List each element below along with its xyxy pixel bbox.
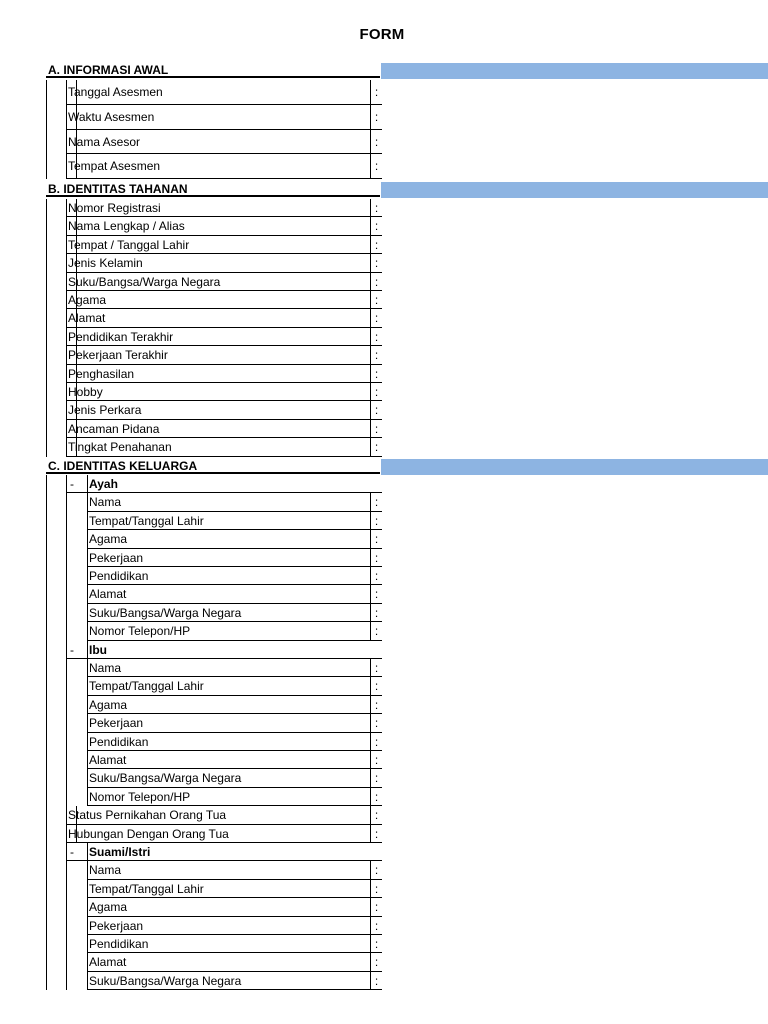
field-label: Alamat xyxy=(89,955,127,970)
colon-cell[interactable]: : xyxy=(370,236,382,253)
colon-cell[interactable]: : xyxy=(370,346,382,363)
colon-cell[interactable]: : xyxy=(370,604,382,621)
table-border xyxy=(46,475,47,990)
colon-cell[interactable]: : xyxy=(370,130,382,153)
colon-cell[interactable]: : xyxy=(370,291,382,308)
section-title: A. INFORMASI AWAL xyxy=(46,62,380,78)
field-label: Penghasilan xyxy=(68,366,135,381)
colon-cell[interactable]: : xyxy=(370,751,382,768)
field-label: Nama xyxy=(89,863,122,878)
page-title: FORM xyxy=(359,26,405,43)
field-row-b xyxy=(66,328,382,346)
field-label: Tempat Asesmen xyxy=(68,159,161,173)
colon-cell[interactable]: : xyxy=(370,622,382,639)
field-label: Tempat/Tanggal Lahir xyxy=(89,881,204,896)
colon-cell[interactable]: : xyxy=(370,935,382,952)
field-label: Agama xyxy=(89,697,128,712)
field-label: Pendidikan xyxy=(89,937,149,951)
field-row-b xyxy=(66,383,382,401)
field-label: Alamat xyxy=(89,587,127,602)
group-heading-row xyxy=(66,641,382,659)
field-row-b xyxy=(66,217,382,235)
field-label: Nama xyxy=(89,661,122,675)
colon-cell[interactable]: : xyxy=(370,549,382,566)
section-bar xyxy=(381,63,768,79)
field-row-c xyxy=(87,953,382,971)
field-row-a xyxy=(66,154,382,179)
field-row-c xyxy=(87,769,382,787)
group-heading: Ayah xyxy=(89,477,118,491)
field-label: Ancaman Pidana xyxy=(68,421,160,436)
field-label: Alamat xyxy=(89,753,127,767)
field-row-b xyxy=(66,438,382,456)
colon-cell[interactable]: : xyxy=(370,825,382,842)
colon-cell[interactable]: : xyxy=(370,659,382,676)
field-row-c xyxy=(87,696,382,714)
table-border xyxy=(66,475,67,990)
field-row-c xyxy=(87,512,382,530)
field-label: Pekerjaan xyxy=(89,550,144,565)
colon-cell[interactable]: : xyxy=(370,80,382,104)
colon-cell[interactable]: : xyxy=(370,365,382,382)
field-row-b xyxy=(66,420,382,438)
colon-cell[interactable]: : xyxy=(370,585,382,602)
field-label: Tempat/Tanggal Lahir xyxy=(89,513,204,528)
field-label: Pendidikan Terakhir xyxy=(68,329,174,344)
colon-cell[interactable]: : xyxy=(370,254,382,271)
field-row-a xyxy=(66,80,382,105)
field-row-c xyxy=(87,604,382,622)
field-label: Agama xyxy=(68,293,107,307)
field-row-c xyxy=(87,530,382,548)
group-heading-row xyxy=(66,475,382,493)
table-border xyxy=(87,475,88,806)
group-heading: Ibu xyxy=(89,642,107,657)
field-label: Nama Lengkap / Alias xyxy=(68,219,185,234)
field-row-c xyxy=(87,935,382,953)
group-heading-row xyxy=(66,843,382,861)
colon-cell[interactable]: : xyxy=(370,309,382,326)
colon-cell[interactable]: : xyxy=(370,154,382,178)
field-row-c xyxy=(87,493,382,511)
section-title: B. IDENTITAS TAHANAN xyxy=(46,181,380,197)
table-border xyxy=(66,80,67,179)
colon-cell[interactable]: : xyxy=(370,328,382,345)
colon-cell[interactable]: : xyxy=(370,105,382,129)
field-row-b xyxy=(66,254,382,272)
field-label: Tingkat Penahanan xyxy=(68,440,172,455)
field-row-b xyxy=(66,346,382,364)
section-header-c xyxy=(46,458,768,474)
colon-cell[interactable]: : xyxy=(370,788,382,805)
field-label: Nama xyxy=(89,495,122,510)
field-label: Hubungan Dengan Orang Tua xyxy=(68,826,229,841)
field-label: Suku/Bangsa/Warga Negara xyxy=(89,973,242,988)
field-row-b xyxy=(66,291,382,309)
field-row-b xyxy=(66,401,382,419)
section-header-a xyxy=(46,62,768,78)
field-label: Jenis Kelamin xyxy=(68,256,143,271)
colon-cell[interactable]: : xyxy=(370,861,382,878)
colon-cell[interactable]: : xyxy=(370,677,382,694)
colon-cell[interactable]: : xyxy=(370,953,382,970)
field-row-a xyxy=(66,130,382,154)
field-label: Nama Asesor xyxy=(68,135,141,149)
colon-cell[interactable]: : xyxy=(370,806,382,823)
colon-cell[interactable]: : xyxy=(370,217,382,234)
colon-cell[interactable]: : xyxy=(370,383,382,400)
colon-cell[interactable]: : xyxy=(370,880,382,897)
colon-cell[interactable]: : xyxy=(370,972,382,989)
field-label: Waktu Asesmen xyxy=(68,110,155,124)
colon-cell[interactable]: : xyxy=(370,530,382,547)
field-row-c xyxy=(87,880,382,898)
field-row-c xyxy=(87,585,382,603)
field-label: Pekerjaan xyxy=(89,716,144,731)
field-row-c xyxy=(87,861,382,879)
colon-cell[interactable]: : xyxy=(370,512,382,529)
field-row-b xyxy=(66,309,382,327)
section-bar xyxy=(381,459,768,475)
table-border xyxy=(66,199,67,457)
field-row-c xyxy=(66,806,382,824)
field-row-c xyxy=(66,825,382,843)
field-row-c xyxy=(87,972,382,990)
group-heading: Suami/Istri xyxy=(89,845,151,859)
dash-marker: - xyxy=(70,477,74,491)
field-label: Pendidikan xyxy=(89,569,149,583)
field-label: Tanggal Asesmen xyxy=(68,85,163,99)
field-label: Suku/Bangsa/Warga Negara xyxy=(68,274,221,289)
field-row-b xyxy=(66,365,382,383)
field-label: Alamat xyxy=(68,311,106,326)
field-label: Suku/Bangsa/Warga Negara xyxy=(89,605,242,620)
field-row-c xyxy=(87,733,382,751)
field-label: Pekerjaan xyxy=(89,918,144,933)
field-label: Nomor Telepon/HP xyxy=(89,624,191,639)
field-label: Suku/Bangsa/Warga Negara xyxy=(89,771,242,786)
field-label: Agama xyxy=(89,900,128,915)
field-label: Status Pernikahan Orang Tua xyxy=(68,808,227,823)
colon-cell[interactable]: : xyxy=(370,696,382,713)
field-label: Nomor Telepon/HP xyxy=(89,789,191,804)
colon-cell[interactable]: : xyxy=(370,898,382,915)
field-label: Tempat / Tanggal Lahir xyxy=(68,237,190,252)
field-row-c xyxy=(87,677,382,695)
section-bar xyxy=(381,182,768,198)
colon-cell[interactable]: : xyxy=(370,199,382,216)
colon-cell[interactable]: : xyxy=(370,917,382,934)
dash-marker: - xyxy=(70,845,74,859)
section-header-b xyxy=(46,181,768,197)
field-row-c xyxy=(87,714,382,732)
field-row-b xyxy=(66,199,382,217)
field-row-c xyxy=(87,788,382,806)
field-row-c xyxy=(87,622,382,640)
dash-marker: - xyxy=(70,642,74,657)
field-row-c xyxy=(87,751,382,769)
table-border xyxy=(76,806,77,843)
table-border xyxy=(87,843,88,990)
field-row-c xyxy=(87,659,382,677)
field-label: Nomor Registrasi xyxy=(68,201,161,215)
colon-cell[interactable]: : xyxy=(370,733,382,750)
colon-cell[interactable]: : xyxy=(370,567,382,584)
section-title: C. IDENTITAS KELUARGA xyxy=(46,458,380,474)
field-label: Pendidikan xyxy=(89,734,149,749)
field-label: Agama xyxy=(89,532,128,547)
colon-cell[interactable]: : xyxy=(370,769,382,786)
colon-cell[interactable]: : xyxy=(370,401,382,418)
colon-cell[interactable]: : xyxy=(370,273,382,290)
field-row-c xyxy=(87,898,382,916)
field-label: Hobby xyxy=(68,385,103,399)
field-label: Tempat/Tanggal Lahir xyxy=(89,679,204,694)
colon-cell[interactable]: : xyxy=(370,714,382,731)
field-row-a xyxy=(66,105,382,130)
field-row-c xyxy=(87,567,382,585)
field-row-b xyxy=(66,273,382,291)
colon-cell[interactable]: : xyxy=(370,438,382,455)
field-label: Jenis Perkara xyxy=(68,403,142,418)
field-label: Pekerjaan Terakhir xyxy=(68,348,168,363)
field-row-b xyxy=(66,236,382,254)
field-row-c xyxy=(87,549,382,567)
colon-cell[interactable]: : xyxy=(370,420,382,437)
table-border xyxy=(46,199,47,457)
field-row-c xyxy=(87,917,382,935)
table-border xyxy=(46,80,47,179)
colon-cell[interactable]: : xyxy=(370,493,382,510)
